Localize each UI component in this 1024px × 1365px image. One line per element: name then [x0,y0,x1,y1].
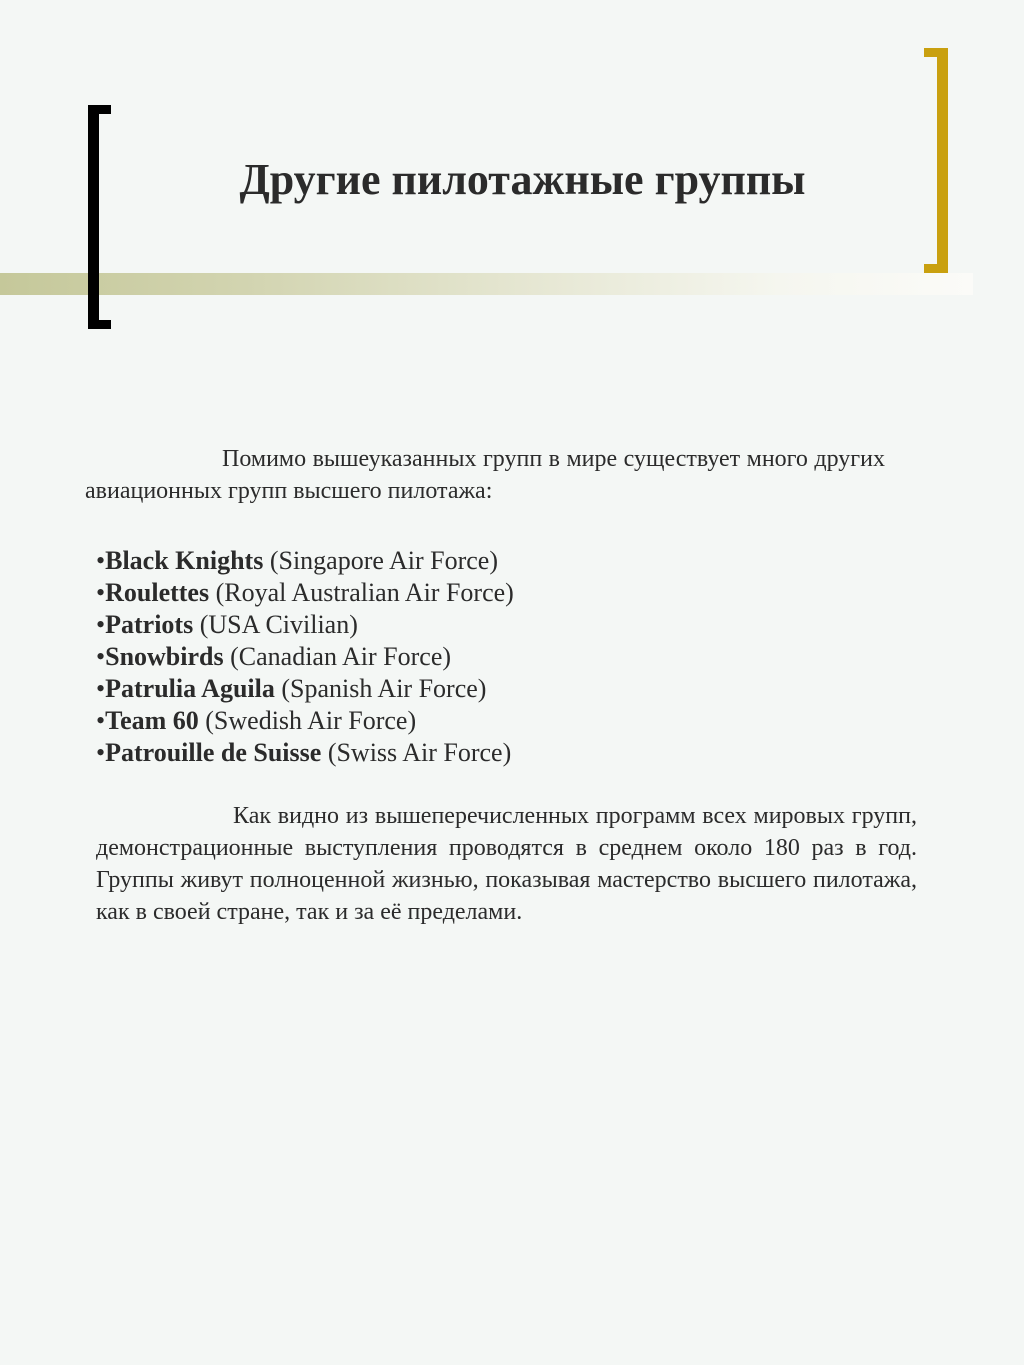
bullet: • [96,642,106,671]
team-origin: (USA Civilian) [193,610,358,639]
team-name: Patrulia Aguila [105,674,275,703]
bullet: • [96,610,106,639]
bullet: • [96,546,106,575]
team-origin: (Spanish Air Force) [274,674,487,703]
bullet: • [96,674,106,703]
team-origin: (Singapore Air Force) [263,546,498,575]
intro-paragraph: Помимо вышеуказанных групп в мире существует много других авиационных групп высшего пилотажа: [85,446,885,504]
list-item [96,545,514,577]
list-item [96,705,514,737]
list-item [96,737,514,769]
list-item [96,673,514,705]
decorative-gradient-band [0,273,973,295]
team-name: Patriots [105,610,194,639]
bullet: • [96,578,106,607]
team-origin: (Canadian Air Force) [223,642,452,671]
slide-title: Другие пилотажные группы [239,155,806,204]
team-name: Roulettes [105,578,210,607]
team-origin: (Royal Australian Air Force) [209,578,514,607]
conclusion-paragraph: Как видно из вышеперечисленных программ всех мировых групп, демонстрационные выступления проводятся в среднем около 180 раз в год. Группы живут полноценной жизнью, показывая мастерство высшего пилотажа, как в своей стране, так и за её пределами. [96,803,917,925]
team-name: Patrouille de Suisse [105,738,322,767]
team-name: Snowbirds [105,642,224,671]
list-item [96,577,514,609]
bullet: • [96,706,106,735]
team-name: Black Knights [105,546,264,575]
right-bracket-decoration [924,48,948,273]
list-item [96,641,514,673]
team-origin: (Swiss Air Force) [321,738,512,767]
team-origin: (Swedish Air Force) [198,706,417,735]
team-name: Team 60 [105,706,199,735]
list-item [96,609,514,641]
bullet: • [96,738,106,767]
left-bracket-decoration [88,105,111,329]
teams-list [96,545,514,769]
